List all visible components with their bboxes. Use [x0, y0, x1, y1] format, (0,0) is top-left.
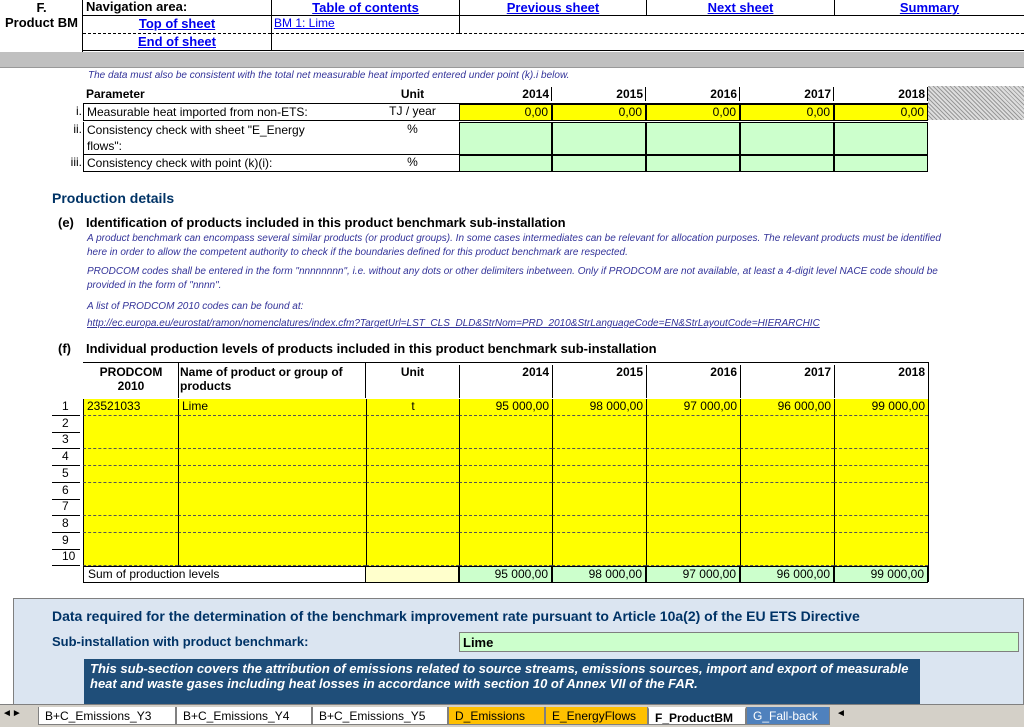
col-parameter-header: Parameter: [86, 87, 145, 101]
check-value-cell: [646, 122, 740, 155]
next-sheet-link[interactable]: Next sheet: [646, 0, 834, 16]
year-header: 2015: [552, 87, 646, 101]
divider: [928, 362, 929, 582]
production-value-input[interactable]: [646, 549, 740, 566]
year-header: 2017: [740, 365, 834, 398]
product-name-input[interactable]: [178, 432, 366, 449]
nav-empty-cell: [459, 16, 1024, 34]
production-value-input[interactable]: [459, 483, 552, 500]
col-prodcom-header: PRODCOM 2010: [99, 365, 163, 393]
unit-cell: %: [366, 155, 459, 172]
bm-link[interactable]: BM 1: Lime: [271, 16, 459, 34]
section-label-box: [0, 0, 83, 52]
product-name-input[interactable]: Lime: [178, 399, 366, 416]
e-letter: (e): [58, 215, 74, 230]
production-value-input[interactable]: [834, 483, 928, 500]
production-value-input[interactable]: [552, 449, 646, 466]
row-number: i.: [76, 104, 82, 118]
info-box: [84, 659, 920, 709]
heat-note: The data must also be consistent with the total net measurable heat imported entered under point (k).i below.: [88, 70, 570, 81]
check-value-cell: [552, 122, 646, 155]
production-value-input[interactable]: [646, 432, 740, 449]
section-name: Product BM: [5, 15, 78, 30]
production-value-input[interactable]: [646, 516, 740, 533]
grey-band: [0, 52, 1024, 68]
production-value-input[interactable]: 97 000,00: [646, 399, 740, 416]
prodcom-code-input[interactable]: [83, 449, 178, 466]
sheet-tab-bar: [0, 704, 1024, 727]
divider: [365, 362, 366, 398]
production-value-input[interactable]: 99 000,00: [834, 399, 928, 416]
heat-value-input[interactable]: 0,00: [834, 104, 928, 121]
unit-input[interactable]: [366, 516, 459, 533]
production-value-input[interactable]: 96 000,00: [740, 399, 834, 416]
production-value-input[interactable]: [459, 416, 552, 433]
sub-installation-value[interactable]: Lime: [459, 632, 1019, 652]
sub-installation-label: Sub-installation with product benchmark:: [52, 634, 309, 649]
unit-input[interactable]: [366, 549, 459, 566]
heat-table: [0, 85, 1024, 175]
production-value-input[interactable]: [459, 449, 552, 466]
unit-input[interactable]: [366, 483, 459, 500]
prodcom-code-input[interactable]: [83, 416, 178, 433]
summary-link[interactable]: Summary: [834, 0, 1024, 16]
check-value-cell: [646, 155, 740, 172]
row-number: 6: [52, 483, 80, 500]
production-value-input[interactable]: [646, 416, 740, 433]
sum-value-cell: 95 000,00: [459, 566, 552, 583]
production-value-input[interactable]: [834, 449, 928, 466]
sheet-tab[interactable]: B+C_Emissions_Y4: [176, 707, 312, 725]
parameter-label: Consistency check with point (k)(i):: [83, 155, 366, 172]
unit-input[interactable]: [366, 432, 459, 449]
previous-sheet-link[interactable]: Previous sheet: [459, 0, 646, 16]
benchmark-section: [13, 598, 1024, 708]
production-value-input[interactable]: [740, 516, 834, 533]
sum-value-cell: 96 000,00: [740, 566, 834, 583]
product-name-input[interactable]: [178, 449, 366, 466]
divider: [178, 362, 179, 398]
nav-empty-cell: [271, 34, 1024, 51]
e-title: Identification of products included in this product benchmark sub-installation: [86, 215, 566, 230]
sum-unit-cell: [365, 566, 459, 583]
row-number: 4: [52, 449, 80, 466]
production-value-input[interactable]: [459, 533, 552, 550]
prodcom-code-input[interactable]: 23521033: [83, 399, 178, 416]
production-value-input[interactable]: [646, 533, 740, 550]
year-header: 2016: [646, 87, 740, 101]
row-number: 3: [52, 432, 80, 449]
prodcom-code-input[interactable]: [83, 533, 178, 550]
product-name-input[interactable]: [178, 499, 366, 516]
heat-value-input[interactable]: 0,00: [740, 104, 834, 121]
product-name-input[interactable]: [178, 533, 366, 550]
production-value-input[interactable]: [834, 516, 928, 533]
sheet-tab[interactable]: G_Fall-back: [746, 707, 830, 725]
production-value-input[interactable]: [646, 449, 740, 466]
e-note: A product benchmark can encompass several similar products (or product groups). In some cases intermediates can be relevant for allocation purposes. The relevant products must be identified: [87, 233, 941, 244]
e-note: A list of PRODCOM 2010 codes can be found at:: [87, 301, 304, 312]
heat-value-input[interactable]: 0,00: [459, 104, 552, 121]
product-name-input[interactable]: [178, 416, 366, 433]
row-number: 5: [52, 466, 80, 483]
row-number: ii.: [73, 122, 82, 136]
production-value-input[interactable]: [552, 466, 646, 483]
e-note: here in order to allow the competent authority to check if the boundaries defined for this product benchmark are respected.: [87, 247, 628, 258]
production-value-input[interactable]: [740, 416, 834, 433]
sum-value-cell: 97 000,00: [646, 566, 740, 583]
unit-input[interactable]: [366, 499, 459, 516]
hatched-area: [928, 86, 1024, 120]
year-header: 2016: [646, 365, 740, 398]
production-value-input[interactable]: 98 000,00: [552, 399, 646, 416]
product-name-input[interactable]: [178, 466, 366, 483]
production-value-input[interactable]: [552, 416, 646, 433]
divider: [83, 362, 928, 363]
production-value-input[interactable]: [740, 549, 834, 566]
unit-cell: TJ / year: [366, 104, 459, 121]
row-number: iii.: [70, 155, 82, 169]
col-unit-header: Unit: [400, 87, 425, 101]
unit-input[interactable]: [366, 533, 459, 550]
heat-value-input[interactable]: 0,00: [552, 104, 646, 121]
scroll-left-icon[interactable]: ◄►: [2, 708, 22, 719]
production-value-input[interactable]: [740, 432, 834, 449]
production-value-input[interactable]: [740, 466, 834, 483]
check-value-cell: [740, 155, 834, 172]
prodcom-url-link[interactable]: http://ec.europa.eu/eurostat/ramon/nomenclatures/index.cfm?TargetUrl=LST_CLS_DLD&StrNom=PRD_2010&StrLanguageCode=EN&StrLayoutCode=HIERARCHIC: [87, 318, 820, 329]
production-value-input[interactable]: [459, 432, 552, 449]
info-text: This sub-section covers the attribution of emissions related to source streams, emissions sources, import and export of measurable: [90, 661, 909, 676]
parameter-label: Consistency check with sheet "E_Energy flows":: [83, 122, 366, 155]
production-value-input[interactable]: [646, 499, 740, 516]
production-value-input[interactable]: [646, 483, 740, 500]
production-value-input[interactable]: [459, 516, 552, 533]
prodcom-code-input[interactable]: [83, 516, 178, 533]
col-unit-header: Unit: [400, 365, 425, 379]
production-table: [0, 362, 1024, 584]
row-number: 7: [52, 499, 80, 516]
production-value-input[interactable]: [459, 549, 552, 566]
tab-scroll-icon[interactable]: ◄: [836, 708, 846, 719]
nav-area-label: Navigation area:: [86, 0, 188, 14]
row-number: 9: [52, 533, 80, 550]
sum-value-cell: 98 000,00: [552, 566, 646, 583]
production-value-input[interactable]: [834, 499, 928, 516]
production-value-input[interactable]: [834, 416, 928, 433]
year-header: 2018: [834, 87, 928, 101]
production-value-input[interactable]: [834, 533, 928, 550]
year-header: 2015: [552, 365, 646, 398]
production-value-input[interactable]: [834, 432, 928, 449]
table-of-contents-link[interactable]: Table of contents: [271, 0, 459, 16]
f-title: Individual production levels of products included in this product benchmark sub-installation: [86, 341, 657, 356]
row-number: 10: [52, 549, 80, 566]
production-value-input[interactable]: [459, 466, 552, 483]
production-value-input[interactable]: [552, 549, 646, 566]
production-value-input[interactable]: [552, 499, 646, 516]
check-value-cell: [834, 122, 928, 155]
production-value-input[interactable]: [552, 483, 646, 500]
production-value-input[interactable]: [646, 466, 740, 483]
product-name-input[interactable]: [178, 483, 366, 500]
production-value-input[interactable]: [552, 432, 646, 449]
navigation-header: [0, 0, 1024, 52]
production-value-input[interactable]: [740, 533, 834, 550]
col-name-header: Name of product or group of products: [180, 365, 343, 393]
prodcom-code-input[interactable]: [83, 499, 178, 516]
f-letter: (f): [58, 341, 71, 356]
e-note: provided in the form of "nnnn".: [87, 280, 222, 291]
check-value-cell: [459, 155, 552, 172]
row-number: 1: [52, 399, 80, 416]
production-title: Production details: [52, 190, 175, 206]
production-value-input[interactable]: [552, 516, 646, 533]
production-value-input[interactable]: [459, 499, 552, 516]
prodcom-code-input[interactable]: [83, 549, 178, 566]
year-header: 2014: [459, 365, 552, 398]
top-of-sheet-link[interactable]: Top of sheet: [83, 16, 271, 34]
production-value-input[interactable]: [740, 449, 834, 466]
unit-input[interactable]: [366, 449, 459, 466]
production-value-input[interactable]: 95 000,00: [459, 399, 552, 416]
sheet-tab[interactable]: F_ProductBM: [648, 707, 746, 725]
production-value-input[interactable]: [834, 466, 928, 483]
sheet-tab[interactable]: B+C_Emissions_Y5: [312, 707, 448, 725]
prodcom-code-input[interactable]: [83, 466, 178, 483]
row-number: 8: [52, 516, 80, 533]
benchmark-title: Data required for the determination of the benchmark improvement rate pursuant to Article 10a(2) of the EU ETS Directive: [52, 608, 860, 624]
production-value-input[interactable]: [834, 549, 928, 566]
sheet-tab[interactable]: E_EnergyFlows: [545, 707, 648, 725]
check-value-cell: [740, 122, 834, 155]
heat-value-input[interactable]: 0,00: [646, 104, 740, 121]
prodcom-code-input[interactable]: [83, 432, 178, 449]
production-value-input[interactable]: [740, 499, 834, 516]
e-note: PRODCOM codes shall be entered in the form "nnnnnnnn", i.e. without any dots or other delimiters inbetween. Only if PRODCOM are not available, at least a 4-digit level NACE code should be: [87, 266, 938, 277]
unit-cell: %: [366, 122, 459, 155]
sheet-tab[interactable]: B+C_Emissions_Y3: [38, 707, 176, 725]
check-value-cell: [459, 122, 552, 155]
info-text: heat and waste gases including heat losses in accordance with section 10 of Annex VII of the FAR.: [90, 676, 698, 691]
sum-value-cell: 99 000,00: [834, 566, 928, 583]
check-value-cell: [552, 155, 646, 172]
check-value-cell: [834, 155, 928, 172]
sum-label: Sum of production levels: [83, 566, 365, 583]
unit-input[interactable]: [366, 416, 459, 433]
sheet-tab[interactable]: D_Emissions: [448, 707, 545, 725]
year-header: 2014: [459, 87, 552, 101]
production-value-input[interactable]: [552, 533, 646, 550]
unit-input[interactable]: [366, 466, 459, 483]
year-header: 2017: [740, 87, 834, 101]
row-number: 2: [52, 416, 80, 433]
parameter-label: Measurable heat imported from non-ETS:: [83, 104, 366, 121]
end-of-sheet-link[interactable]: End of sheet: [83, 34, 271, 51]
product-name-input[interactable]: [178, 549, 366, 566]
production-value-input[interactable]: [740, 483, 834, 500]
section-letter: F.: [36, 0, 47, 15]
year-header: 2018: [834, 365, 928, 398]
prodcom-code-input[interactable]: [83, 483, 178, 500]
unit-input[interactable]: t: [366, 399, 459, 416]
product-name-input[interactable]: [178, 516, 366, 533]
